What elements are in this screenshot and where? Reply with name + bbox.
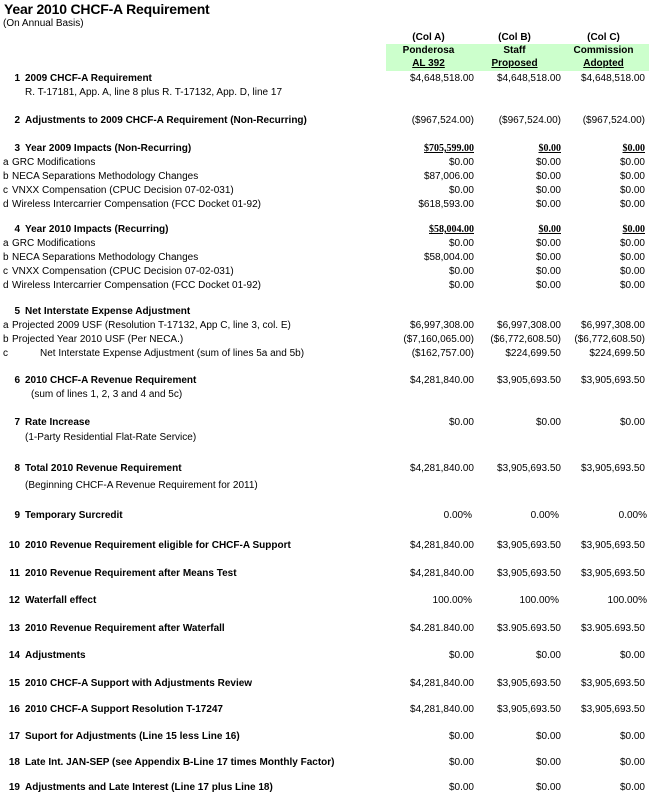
col-c-value: $3,905,693.50 — [581, 463, 645, 474]
col-c-value: $0.00 — [619, 171, 645, 182]
col-b-value: $3.905.693.50 — [497, 623, 561, 634]
col-b-value: $0.00 — [535, 185, 561, 196]
line-4b-row — [0, 251, 649, 265]
col-a-header — [386, 31, 471, 70]
line-label: 2010 Revenue Requirement after Waterfall — [25, 623, 225, 634]
col-a-value: $0.00 — [448, 757, 474, 768]
col-a-value: 100.00% — [432, 595, 472, 606]
line-number: 1 — [14, 73, 20, 84]
col-b-subname: Proposed — [491, 58, 538, 69]
line-12-row — [0, 594, 649, 608]
col-a-subname: AL 392 — [412, 58, 445, 69]
col-b-value: $0.00 — [535, 650, 561, 661]
line-8-row — [0, 462, 649, 476]
col-a-value: $0.00 — [448, 782, 474, 793]
line-3c-row — [0, 184, 649, 198]
line-label: Wireless Intercarrier Compensation (FCC Docket 01-92) — [12, 199, 261, 210]
sub-letter: a — [3, 157, 9, 168]
line-number: 8 — [14, 463, 20, 474]
col-c-value: $0.00 — [619, 280, 645, 291]
line-number: 16 — [8, 704, 20, 715]
col-a-value: $0.00 — [448, 157, 474, 168]
line-5a-row — [0, 319, 649, 333]
line-4-row — [0, 223, 649, 237]
line-label: Waterfall effect — [25, 595, 97, 606]
line-label: 2010 CHCF-A Support Resolution T-17247 — [25, 704, 223, 715]
line-label: Temporary Surcredit — [25, 510, 123, 521]
line-16-row — [0, 703, 649, 717]
col-a-value: $0.00 — [448, 417, 474, 428]
line-9-row — [0, 509, 649, 523]
line-number: 12 — [8, 595, 20, 606]
col-c-value: 100.00% — [607, 595, 647, 606]
col-b-value: $6,997,308.00 — [497, 320, 561, 331]
sub-letter: c — [3, 348, 8, 359]
line-label: Net Interstate Expense Adjustment (sum of lines 5a and 5b) — [40, 348, 305, 359]
line-label: Adjustments — [25, 650, 86, 661]
line-label: Suport for Adjustments (Line 15 less Line 16) — [25, 731, 240, 742]
col-b-value: $0.00 — [538, 224, 561, 235]
line-11-row — [0, 567, 649, 581]
sub-letter: c — [3, 185, 8, 196]
line-3d-row — [0, 198, 649, 212]
col-c-value: $6,997,308.00 — [581, 320, 645, 331]
col-b-value: 100.00% — [519, 595, 559, 606]
col-a-value: $4,281,840.00 — [410, 568, 474, 579]
sub-letter: d — [3, 280, 9, 291]
line-14-row — [0, 649, 649, 663]
sub-letter: c — [3, 266, 8, 277]
col-c-code: (Col C) — [587, 32, 620, 43]
line-6-note: (sum of lines 1, 2, 3 and 4 and 5c) — [31, 389, 183, 400]
col-c-name: Commission — [573, 45, 634, 56]
sub-letter: b — [3, 334, 9, 345]
col-c-value: $0.00 — [619, 157, 645, 168]
col-b-value: $0.00 — [535, 280, 561, 291]
line-5c-row — [0, 347, 649, 361]
line-label: 2010 Revenue Requirement after Means Test — [25, 568, 237, 579]
col-b-value: $0.00 — [535, 782, 561, 793]
col-a-value: ($162,757.00) — [411, 348, 474, 359]
line-number: 15 — [8, 678, 20, 689]
col-c-value: $0.00 — [619, 650, 645, 661]
line-number: 19 — [8, 782, 20, 793]
col-c-value: $0.00 — [619, 757, 645, 768]
line-label: NECA Separations Methodology Changes — [12, 171, 199, 182]
col-a-code: (Col A) — [412, 32, 445, 43]
line-label: Projected Year 2010 USF (Per NECA.) — [12, 334, 184, 345]
line-label: GRC Modifications — [12, 157, 96, 168]
col-a-value: $4,281,840.00 — [410, 704, 474, 715]
sub-letter: a — [3, 320, 9, 331]
col-b-value: $0.00 — [535, 731, 561, 742]
col-c-value: $0.00 — [619, 782, 645, 793]
col-b-value: $0.00 — [535, 157, 561, 168]
line-number: 11 — [9, 568, 20, 579]
col-c-value: $3,905,693.50 — [581, 704, 645, 715]
col-a-value: $58,004.00 — [423, 252, 474, 263]
line-5-row — [0, 305, 649, 319]
page-subtitle: (On Annual Basis) — [3, 18, 84, 29]
col-c-value: $0.00 — [619, 199, 645, 210]
col-c-header — [561, 31, 646, 70]
col-b-value: $0.00 — [535, 757, 561, 768]
col-c-value: ($6,772,608.50) — [574, 334, 645, 345]
col-a-name: Ponderosa — [402, 45, 455, 56]
col-c-value: $3,905,693.50 — [581, 375, 645, 386]
col-c-value: $0.00 — [619, 417, 645, 428]
col-c-value: $0.00 — [622, 224, 645, 235]
col-a-value: $4,281,840.00 — [410, 375, 474, 386]
line-number: 13 — [8, 623, 20, 634]
line-label: 2010 CHCF-A Revenue Requirement — [25, 375, 197, 386]
line-15-row — [0, 677, 649, 691]
col-b-value: ($6,772,608.50) — [490, 334, 561, 345]
col-c-value: $0.00 — [619, 252, 645, 263]
line-label: Rate Increase — [25, 417, 91, 428]
col-a-value: $705,599.00 — [424, 143, 474, 154]
line-label: 2010 Revenue Requirement eligible for CHCF-A Support — [25, 540, 291, 551]
line-3a-row — [0, 156, 649, 170]
col-b-value: $0.00 — [535, 417, 561, 428]
line-label: GRC Modifications — [12, 238, 96, 249]
col-b-value: $0.00 — [535, 252, 561, 263]
line-8-note: (Beginning CHCF-A Revenue Requirement for 2011) — [25, 480, 258, 491]
line-3b-row — [0, 170, 649, 184]
line-13-row — [0, 622, 649, 636]
sub-letter: d — [3, 199, 9, 210]
line-6-row — [0, 374, 649, 388]
page-title: Year 2010 CHCF-A Requirement — [4, 1, 210, 17]
line-label: 2010 CHCF-A Support with Adjustments Review — [25, 678, 253, 689]
col-b-header — [472, 31, 557, 70]
line-number: 10 — [8, 540, 20, 551]
col-b-value: $224,699.50 — [505, 348, 561, 359]
line-number: 2 — [14, 115, 20, 126]
line-number: 6 — [14, 375, 20, 386]
line-label: Year 2010 Impacts (Recurring) — [25, 224, 169, 235]
line-18-row — [0, 756, 649, 770]
col-c-value: $3.905.693.50 — [581, 623, 645, 634]
col-a-value: $4,281,840.00 — [410, 540, 474, 551]
col-b-value: $0.00 — [535, 238, 561, 249]
line-label: Total 2010 Revenue Requirement — [25, 463, 182, 474]
col-a-value: ($967,524.00) — [411, 115, 474, 126]
col-a-value: $0.00 — [448, 185, 474, 196]
col-c-value: $0.00 — [619, 731, 645, 742]
col-b-value: ($967,524.00) — [498, 115, 561, 126]
col-c-value: 0.00% — [618, 510, 647, 521]
line-17-row — [0, 730, 649, 744]
line-4a-row — [0, 237, 649, 251]
col-a-value: $4.281.840.00 — [410, 623, 474, 634]
col-b-value: $3,905,693.50 — [497, 375, 561, 386]
col-a-value: $0.00 — [448, 280, 474, 291]
col-c-value: $3,905,693.50 — [581, 568, 645, 579]
col-c-subname: Adopted — [583, 58, 624, 69]
col-b-value: $3,905,693.50 — [497, 568, 561, 579]
line-number: 9 — [14, 510, 20, 521]
col-b-value: $3,905,693.50 — [497, 540, 561, 551]
col-b-code: (Col B) — [498, 32, 531, 43]
col-c-value: $224,699.50 — [589, 348, 645, 359]
line-7-row — [0, 416, 649, 430]
line-number: 17 — [8, 731, 20, 742]
col-a-value: $4,281,840.00 — [410, 463, 474, 474]
col-b-value: $0.00 — [535, 199, 561, 210]
col-c-value: $3,905,693.50 — [581, 678, 645, 689]
line-7-note: (1-Party Residential Flat-Rate Service) — [25, 432, 197, 443]
col-a-value: $4,648,518.00 — [410, 73, 474, 84]
line-label: Adjustments to 2009 CHCF-A Requirement (Non-Recurring) — [25, 115, 307, 126]
line-number: 3 — [14, 143, 20, 154]
col-a-value: ($7,160,065.00) — [403, 334, 474, 345]
col-b-value: 0.00% — [530, 510, 559, 521]
col-a-value: $0.00 — [448, 238, 474, 249]
line-19-row — [0, 781, 649, 795]
line-label: VNXX Compensation (CPUC Decision 07-02-031) — [12, 266, 234, 277]
line-5b-row — [0, 333, 649, 347]
col-a-value: $6,997,308.00 — [410, 320, 474, 331]
col-a-value: $0.00 — [448, 731, 474, 742]
line-1-note: R. T-17181, App. A, line 8 plus R. T-17132, App. D, line 17 — [25, 87, 283, 98]
col-b-value: $3,905,693.50 — [497, 678, 561, 689]
col-c-value: $0.00 — [619, 266, 645, 277]
col-c-value: $0.00 — [619, 185, 645, 196]
line-label: Late Int. JAN-SEP (see Appendix B-Line 17 times Monthly Factor) — [25, 757, 335, 768]
line-10-row — [0, 539, 649, 553]
col-b-value: $0.00 — [535, 171, 561, 182]
line-label: Net Interstate Expense Adjustment — [25, 306, 191, 317]
line-label: Wireless Intercarrier Compensation (FCC Docket 01-92) — [12, 280, 261, 291]
line-number: 7 — [14, 417, 20, 428]
col-b-value: $3,905,693.50 — [497, 463, 561, 474]
col-a-value: $4,281,840.00 — [410, 678, 474, 689]
col-a-value: $0.00 — [448, 266, 474, 277]
line-4c-row — [0, 265, 649, 279]
col-b-value: $3,905,693.50 — [497, 704, 561, 715]
col-a-value: $58,004.00 — [429, 224, 474, 235]
line-number: 14 — [8, 650, 20, 661]
col-a-value: $0.00 — [448, 650, 474, 661]
col-a-value: 0.00% — [443, 510, 472, 521]
line-label: Adjustments and Late Interest (Line 17 plus Line 18) — [25, 782, 273, 793]
col-b-value: $0.00 — [535, 266, 561, 277]
line-label: 2009 CHCF-A Requirement — [25, 73, 152, 84]
sub-letter: a — [3, 238, 9, 249]
line-number: 5 — [14, 306, 20, 317]
col-b-value: $0.00 — [538, 143, 561, 154]
line-3-row — [0, 142, 649, 156]
col-c-value: ($967,524.00) — [582, 115, 645, 126]
col-c-value: $0.00 — [622, 143, 645, 154]
line-number: 4 — [14, 224, 20, 235]
line-4d-row — [0, 279, 649, 293]
col-b-name: Staff — [503, 45, 526, 56]
line-1-row — [0, 72, 649, 86]
sub-letter: b — [3, 171, 9, 182]
col-a-value: $618,593.00 — [418, 199, 474, 210]
col-c-value: $4,648,518.00 — [581, 73, 645, 84]
col-c-value: $0.00 — [619, 238, 645, 249]
col-b-value: $4,648,518.00 — [497, 73, 561, 84]
col-c-value: $3,905,693.50 — [581, 540, 645, 551]
line-label: VNXX Compensation (CPUC Decision 07-02-031) — [12, 185, 234, 196]
line-label: NECA Separations Methodology Changes — [12, 252, 199, 263]
line-number: 18 — [8, 757, 20, 768]
line-label: Year 2009 Impacts (Non-Recurring) — [25, 143, 192, 154]
sub-letter: b — [3, 252, 9, 263]
col-a-value: $87,006.00 — [423, 171, 474, 182]
line-2-row — [0, 114, 649, 128]
line-label: Projected 2009 USF (Resolution T-17132, App C, line 3, col. E) — [12, 320, 291, 331]
